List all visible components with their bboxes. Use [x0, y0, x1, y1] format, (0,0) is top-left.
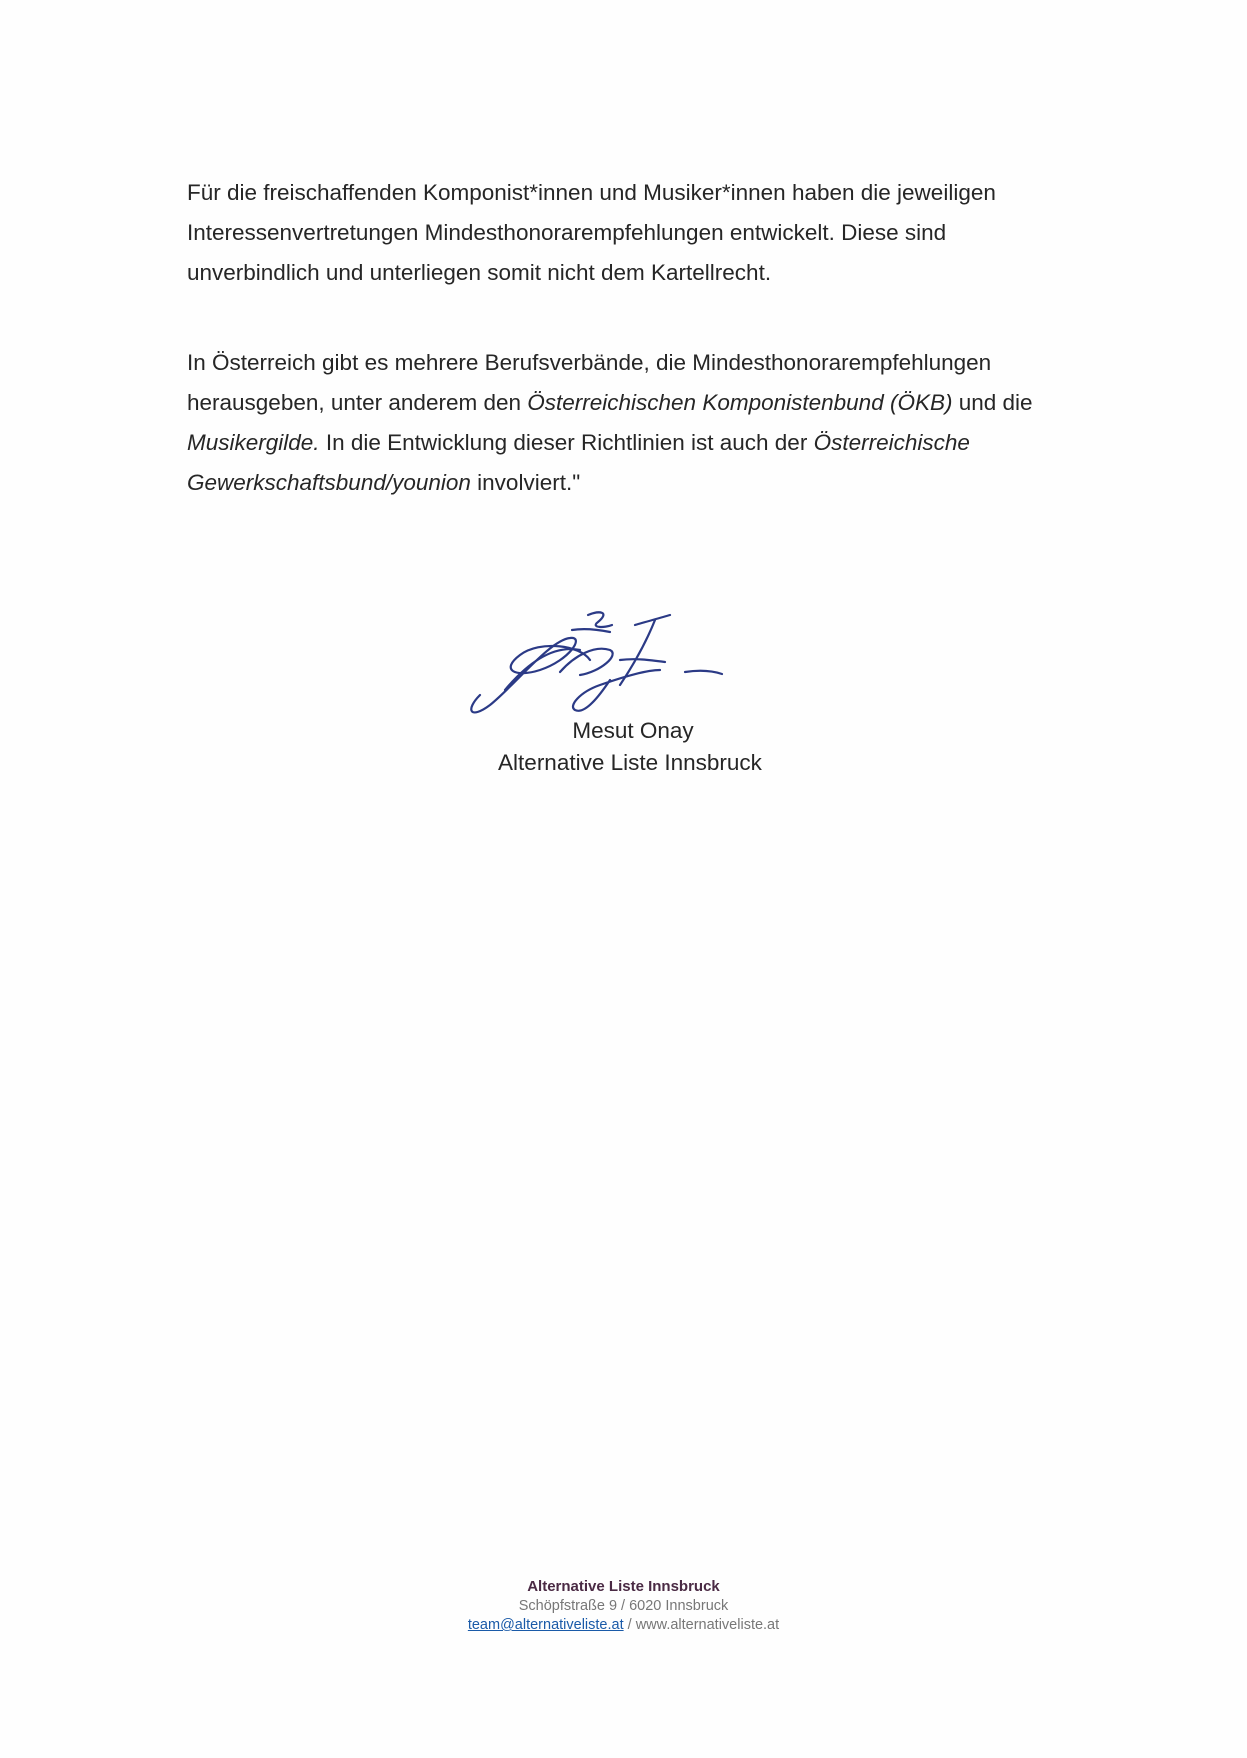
- paragraph-line: In Österreich gibt es mehrere Berufsverbände, die Mindesthonorarempfehlungen: [187, 350, 992, 375]
- signer-organization: Alternative Liste Innsbruck: [498, 750, 762, 775]
- text-run: herausgeben, unter anderem den: [187, 390, 528, 415]
- signer-name: Mesut Onay: [572, 718, 694, 743]
- paragraph-line: unverbindlich und unterliegen somit nicht dem Kartellrecht.: [187, 260, 772, 285]
- footer-email-link[interactable]: team@alternativeliste.at: [467, 1617, 624, 1633]
- italic-oegb: Österreichische: [813, 430, 970, 455]
- paragraph-line: Interessenvertretungen Mindesthonorarempfehlungen entwickelt. Diese sind: [187, 220, 947, 245]
- text-run: In die Entwicklung dieser Richtlinien ist auch der: [319, 430, 814, 455]
- text-run: und die: [952, 390, 1033, 415]
- footer-website[interactable]: www.alternativeliste.at: [635, 1617, 780, 1633]
- paragraph-fee-recommendations: [187, 173, 1087, 293]
- paragraph-line: [187, 423, 1087, 463]
- paragraph-line: [187, 383, 1087, 423]
- paragraph-line: [187, 463, 1087, 503]
- footer-contact: [400, 1617, 847, 1633]
- handwritten-signature: [460, 600, 760, 730]
- italic-musikergilde: Musikergilde.: [187, 430, 320, 455]
- italic-younion: Gewerkschaftsbund/younion: [187, 470, 471, 495]
- footer-address: Schöpfstraße 9 / 6020 Innsbruck: [518, 1598, 729, 1614]
- text-run: involviert.": [470, 470, 581, 495]
- italic-okb: Österreichischen Komponistenbund (ÖKB): [527, 390, 953, 415]
- footer-organization: Alternative Liste Innsbruck: [527, 1578, 720, 1595]
- paragraph-professional-associations: [187, 343, 1087, 503]
- paragraph-line: Für die freischaffenden Komponist*innen und Musiker*innen haben die jeweiligen: [187, 180, 996, 205]
- footer-separator: /: [623, 1617, 636, 1633]
